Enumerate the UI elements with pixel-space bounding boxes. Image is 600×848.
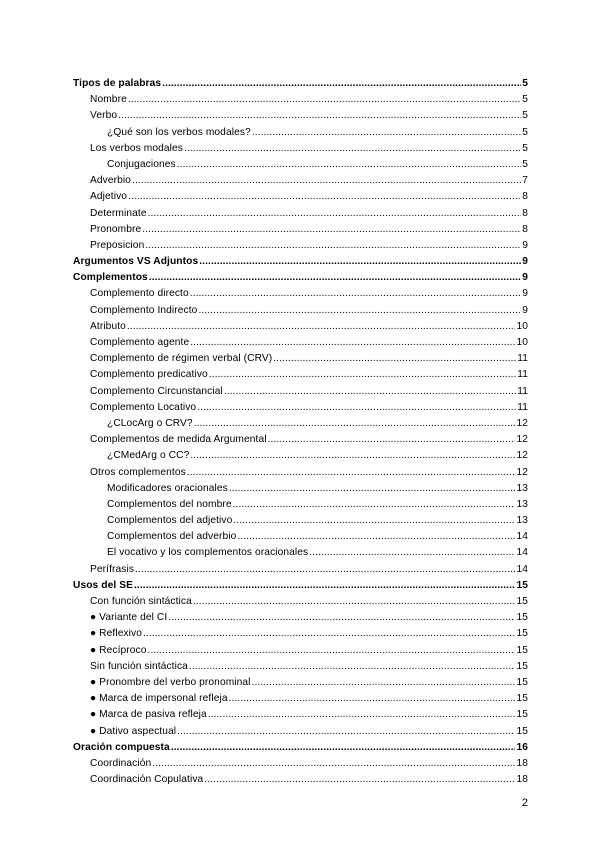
dot-leader: [198, 303, 521, 319]
toc-entry[interactable]: [73, 335, 528, 351]
toc-entry[interactable]: [73, 562, 528, 578]
toc-entry-page: 5: [522, 78, 528, 89]
toc-entry[interactable]: [73, 141, 528, 157]
toc-entry-page: 11: [517, 385, 528, 397]
toc-entry-title: Verbo: [90, 110, 118, 122]
toc-entry-title: Oración compuesta: [73, 741, 170, 753]
toc-entry-title: Complementos: [73, 272, 148, 284]
toc-entry-title: Modificadores oracionales: [107, 482, 228, 494]
dot-leader: [190, 448, 515, 464]
toc-entry[interactable]: [73, 303, 528, 319]
toc-entry-title: ¿CLocArg o CRV?: [107, 417, 193, 429]
dot-leader: [229, 691, 516, 707]
toc-entry[interactable]: [73, 400, 528, 416]
toc-entry-title: Adverbio: [90, 175, 132, 187]
dot-leader: [190, 286, 521, 302]
toc-entry-title: Complemento directo: [90, 288, 189, 300]
dot-leader: [128, 189, 521, 205]
toc-entry-title: ● Marca de pasiva refleja: [90, 709, 207, 721]
toc-entry-page: 8: [522, 223, 528, 235]
toc-entry-title: Atributo: [90, 320, 126, 332]
toc-entry-page: 15: [516, 693, 528, 705]
toc-entry[interactable]: [73, 238, 528, 254]
toc-entry-title: Conjugaciones: [107, 158, 176, 170]
toc-entry-page: 9: [522, 272, 528, 284]
toc-entry[interactable]: [73, 643, 528, 659]
toc-entry-page: 10: [516, 337, 528, 348]
dot-leader: [132, 173, 521, 189]
dot-leader: [187, 465, 516, 481]
toc-entry-page: 18: [516, 774, 528, 786]
toc-entry-page: 15: [516, 596, 528, 607]
toc-entry[interactable]: [73, 367, 528, 383]
toc-entry-page: 11: [517, 353, 528, 365]
toc-entry-title: Complemento Circunstancial: [90, 385, 223, 397]
toc-entry-title: Los verbos modales: [90, 142, 183, 154]
toc-entry-page: 13: [516, 515, 528, 527]
toc-entry-page: 8: [522, 207, 528, 219]
toc-entry[interactable]: [73, 416, 528, 432]
toc-entry-page: 15: [516, 579, 528, 591]
toc-entry[interactable]: [73, 432, 528, 448]
dot-leader: [252, 125, 521, 141]
toc-entry-page: 15: [516, 660, 528, 672]
toc-entry-page: 14: [516, 547, 528, 559]
toc-entry-title: Coordinación Copulativa: [90, 774, 204, 786]
toc-entry[interactable]: [73, 594, 528, 610]
toc-entry[interactable]: [73, 465, 528, 481]
dot-leader: [127, 319, 516, 335]
toc-entry-title: ¿Qué son los verbos modales?: [107, 126, 251, 138]
toc-entry[interactable]: [73, 578, 528, 594]
dot-leader: [268, 432, 516, 448]
toc-entry[interactable]: [73, 384, 528, 400]
dot-leader: [204, 772, 515, 788]
toc-entry[interactable]: [73, 189, 528, 205]
toc-entry-title: Complemento agente: [90, 337, 190, 348]
toc-entry-page: 15: [516, 676, 528, 688]
dot-leader: [184, 141, 521, 157]
toc-entry-title: Usos del SE: [73, 579, 133, 591]
dot-leader: [309, 545, 515, 561]
dot-leader: [177, 724, 515, 740]
toc-entry[interactable]: [73, 254, 528, 270]
dot-leader: [189, 659, 516, 675]
toc-entry-title: ● Dativo aspectual: [90, 725, 177, 737]
toc-entry[interactable]: [73, 497, 528, 513]
dot-leader: [162, 76, 521, 92]
toc-entry-page: 11: [517, 401, 528, 413]
toc-entry-page: 8: [522, 191, 528, 203]
toc-entry[interactable]: [73, 270, 528, 286]
toc-entry[interactable]: [73, 448, 528, 464]
toc-entry[interactable]: [73, 545, 528, 561]
dot-leader: [209, 367, 516, 383]
toc-entry-page: 9: [522, 304, 528, 316]
dot-leader: [118, 108, 521, 124]
toc-entry[interactable]: [73, 206, 528, 222]
toc-entry-page: 18: [516, 757, 528, 769]
toc-entry-title: Complemento predicativo: [90, 369, 208, 381]
toc-entry-title: Coordinación: [90, 757, 152, 769]
toc-entry-page: 15: [516, 644, 528, 656]
toc-entry[interactable]: [73, 125, 528, 141]
toc-entry-title: Argumentos VS Adjuntos: [73, 256, 199, 268]
toc-entry-title: ● Marca de impersonal refleja: [90, 693, 228, 705]
dot-leader: [134, 578, 515, 594]
dot-leader: [171, 740, 516, 756]
toc-entry[interactable]: [73, 756, 528, 772]
dot-leader: [197, 400, 516, 416]
toc-entry-title: Complemento Indirecto: [90, 304, 198, 316]
dot-leader: [208, 707, 516, 723]
toc-entry-title: Pronombre: [90, 223, 142, 235]
toc-entry-page: 15: [516, 612, 528, 624]
toc-entry-page: 11: [517, 369, 528, 381]
toc-entry[interactable]: [73, 707, 528, 723]
toc-entry-page: 14: [516, 531, 528, 543]
toc-entry-title: Complementos del adverbio: [107, 531, 237, 543]
toc-entry[interactable]: [73, 157, 528, 173]
toc-entry-title: ● Reflexivo: [90, 628, 142, 640]
dot-leader: [229, 481, 516, 497]
toc-entry-title: ¿CMedArg o CC?: [107, 450, 190, 462]
dot-leader: [199, 254, 521, 270]
dot-leader: [142, 222, 521, 238]
toc-entry[interactable]: [73, 724, 528, 740]
toc-entry-title: Tipos de palabras: [73, 78, 162, 89]
toc-entry-title: ● Recíproco: [90, 644, 147, 656]
toc-entry[interactable]: [73, 92, 528, 108]
toc-entry-page: 12: [516, 466, 528, 478]
toc-entry[interactable]: [73, 691, 528, 707]
toc-entry-page: 5: [522, 142, 528, 154]
toc-entry-page: 14: [516, 563, 528, 575]
toc-entry-page: 13: [516, 482, 528, 494]
toc-entry-page: 15: [516, 628, 528, 640]
dot-leader: [194, 416, 516, 432]
toc-entry-title: Complemento Locativo: [90, 401, 197, 413]
page-number: 2: [521, 797, 528, 809]
toc-entry-title: Complementos del adjetivo: [107, 515, 233, 527]
toc-entry-page: 16: [516, 741, 528, 753]
toc-entry-title: Con función sintáctica: [90, 596, 192, 607]
dot-leader: [135, 562, 515, 578]
dot-leader: [143, 626, 515, 642]
dot-leader: [233, 497, 516, 513]
toc-entry[interactable]: [73, 529, 528, 545]
dot-leader: [168, 610, 515, 626]
toc-entry-page: 12: [516, 434, 528, 446]
dot-leader: [145, 238, 521, 254]
dot-leader: [233, 513, 515, 529]
toc-entry-title: ● Variante del CI: [90, 612, 168, 624]
toc-entry-title: Otros complementos: [90, 466, 186, 478]
toc-entry[interactable]: [73, 76, 528, 92]
toc-entry-page: 13: [516, 498, 528, 510]
dot-leader: [148, 206, 522, 222]
toc-entry-title: ● Pronombre del verbo pronominal: [90, 676, 251, 688]
toc-entry-title: Complemento de régimen verbal (CRV): [90, 353, 273, 365]
toc-entry[interactable]: [73, 513, 528, 529]
dot-leader: [152, 756, 515, 772]
toc-entry-page: 9: [522, 288, 528, 300]
toc-entry[interactable]: [73, 675, 528, 691]
toc-entry-page: 9: [522, 239, 528, 251]
toc-entry-page: 15: [516, 725, 528, 737]
toc-entry[interactable]: [73, 108, 528, 124]
toc-entry-page: 12: [516, 450, 528, 462]
toc-entry-page: 5: [522, 126, 528, 138]
toc-entry[interactable]: [73, 173, 528, 189]
toc-entry-page: 7: [522, 175, 528, 187]
dot-leader: [273, 351, 516, 367]
toc-entry[interactable]: [73, 659, 528, 675]
toc-entry-page: 5: [522, 94, 528, 106]
dot-leader: [149, 270, 521, 286]
dot-leader: [224, 384, 516, 400]
toc-entry[interactable]: [73, 610, 528, 626]
toc-entry-title: Sin función sintáctica: [90, 660, 188, 672]
dot-leader: [190, 335, 515, 351]
dot-leader: [193, 594, 516, 610]
toc-entry-title: Perífrasis: [90, 563, 135, 575]
toc-entry[interactable]: [73, 772, 528, 788]
toc-entry[interactable]: [73, 740, 528, 756]
dot-leader: [237, 529, 515, 545]
toc-entry-title: Complementos del nombre: [107, 498, 232, 510]
toc-entry-page: 5: [522, 110, 528, 122]
toc-entry[interactable]: [73, 626, 528, 642]
toc-entry-page: 9: [522, 256, 528, 268]
dot-leader: [252, 675, 516, 691]
toc-entry-title: Complementos de medida Argumental: [90, 434, 267, 446]
table-of-contents: [73, 76, 528, 788]
toc-entry-title: Determinate: [90, 207, 147, 219]
toc-entry-page: 15: [516, 709, 528, 721]
toc-entry-title: Nombre: [90, 94, 127, 106]
toc-entry-title: Preposicion: [90, 239, 145, 251]
toc-entry[interactable]: [73, 222, 528, 238]
toc-entry[interactable]: [73, 351, 528, 367]
toc-entry-title: Adjetivo: [90, 191, 128, 203]
dot-leader: [177, 157, 522, 173]
toc-entry-page: 10: [516, 320, 528, 332]
toc-entry-title: El vocativo y los complementos oracionales: [107, 547, 309, 559]
dot-leader: [148, 643, 516, 659]
dot-leader: [128, 92, 521, 108]
toc-entry[interactable]: [73, 319, 528, 335]
toc-entry[interactable]: [73, 481, 528, 497]
toc-entry-page: 5: [522, 158, 528, 170]
toc-entry-page: 12: [516, 417, 528, 429]
toc-entry[interactable]: [73, 286, 528, 302]
